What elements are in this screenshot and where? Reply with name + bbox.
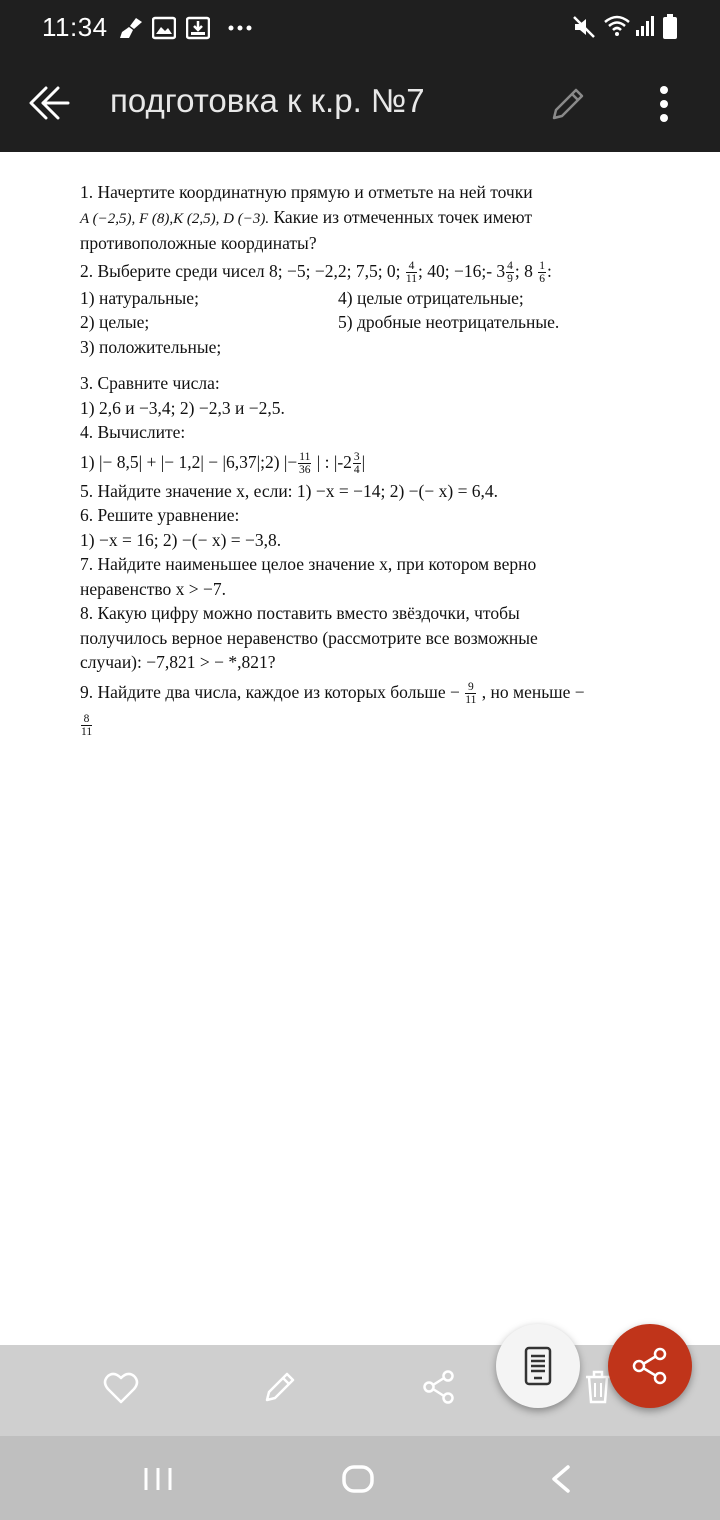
- q8-line2: получилось верное неравенство (рассмотрите все возможные: [80, 627, 538, 648]
- frac-numerator: 4: [507, 259, 513, 272]
- app-bar: [0, 56, 720, 152]
- q2-middle2: ; 8: [514, 260, 538, 281]
- page-title: подготовка к к.р. №7: [110, 82, 425, 119]
- download-image-icon: [186, 16, 210, 40]
- frac-numerator: 1: [539, 259, 546, 272]
- q7-line2: неравенство x > −7.: [80, 578, 226, 599]
- q4-frac2: [353, 451, 361, 476]
- frac-denominator: 11: [81, 725, 93, 738]
- q4-frac1: [298, 451, 311, 476]
- frac-numerator: 8: [81, 713, 92, 726]
- document-reader-icon: [524, 1346, 552, 1386]
- frac-denominator: 4: [353, 463, 360, 476]
- q2-option-2: 2) целые;: [80, 312, 150, 332]
- image-icon: [152, 16, 176, 40]
- q2-option-3: 3) положительные;: [80, 336, 222, 357]
- q9-middle: , но меньше −: [477, 681, 585, 702]
- q9-line: [80, 675, 660, 709]
- q2-prefix: 2. Выберите среди чисел 8; −5; −2,2; 7,5; 0;: [80, 260, 405, 281]
- pencil-icon[interactable]: [548, 84, 588, 124]
- q1-line1: 1. Начертите координатную прямую и отметьте на ней точки: [80, 182, 533, 202]
- q4-expr-a: 1) |− 8,5| + |− 1,2| − |6,37|;2) |−: [80, 451, 298, 472]
- q8-line3: случаи): −7,821 > − *,821?: [80, 652, 276, 672]
- q4-expression: [80, 445, 660, 479]
- share-icon[interactable]: [421, 1369, 457, 1405]
- q2-options-row2: [80, 310, 660, 335]
- q4-expr-b: | : |-2: [312, 451, 352, 472]
- q9-frac1: [465, 681, 476, 706]
- frac-numerator: 9: [465, 681, 476, 694]
- frac-numerator: 4: [406, 260, 417, 273]
- frac-numerator: 3: [353, 450, 360, 463]
- q6-line1: 6. Решите уравнение:: [80, 505, 240, 525]
- q2-frac3: [538, 260, 546, 285]
- battery-icon: [662, 14, 678, 40]
- q2-frac2: [506, 260, 514, 285]
- q1-line2: [80, 205, 660, 232]
- q3-line1: 3. Сравните числа:: [80, 373, 220, 393]
- q2-option-4: 4) целые отрицательные;: [338, 287, 524, 308]
- q1-points: A (−2,5), F (8),K (2,5), D (−3).: [80, 210, 270, 227]
- frac-denominator: 9: [507, 272, 513, 285]
- frac-denominator: 6: [539, 272, 546, 285]
- document-page: [80, 180, 660, 739]
- double-chevron-left-icon[interactable]: [28, 86, 70, 120]
- q4-line1: 4. Вычислите:: [80, 422, 186, 442]
- q2-options-row1: [80, 286, 660, 311]
- recent-apps-icon[interactable]: [143, 1466, 173, 1492]
- q2-suffix: :: [547, 260, 552, 281]
- kebab-menu-icon[interactable]: [656, 84, 672, 124]
- q3-line2: 1) 2,6 и −3,4; 2) −2,3 и −2,5.: [80, 397, 285, 418]
- q2-frac1: [406, 260, 417, 285]
- q1-line3: противоположные координаты?: [80, 233, 317, 253]
- frac-denominator: 36: [299, 463, 311, 476]
- q9-frac2: [81, 713, 92, 738]
- edit-pencil-icon[interactable]: [262, 1369, 298, 1405]
- mute-icon: [572, 15, 596, 39]
- frac-numerator: 11: [299, 450, 311, 463]
- heart-icon[interactable]: [103, 1371, 139, 1405]
- q8-line1: 8. Какую цифру можно поставить вместо звёздочки, чтобы: [80, 603, 520, 623]
- q1-line2-text: Какие из отмеченных точек имеют: [269, 206, 532, 227]
- home-icon[interactable]: [341, 1464, 375, 1494]
- q7-line1: 7. Найдите наименьшее целое значение x, при котором верно: [80, 554, 537, 574]
- back-icon[interactable]: [548, 1464, 572, 1494]
- q2-option-5: 5) дробные неотрицательные.: [338, 312, 560, 332]
- broom-icon: [118, 16, 146, 40]
- frac-denominator: 11: [465, 693, 477, 706]
- q2-option-1: 1) натуральные;: [80, 287, 199, 308]
- q9-prefix: 9. Найдите два числа, каждое из которых больше −: [80, 681, 465, 702]
- system-nav-bar: [0, 1436, 720, 1520]
- more-dots-icon: [228, 24, 252, 32]
- status-time: 11:34: [42, 12, 108, 42]
- q5-line: 5. Найдите значение x, если: 1) −x = −14; 2) −(− x) = 6,4.: [80, 480, 499, 501]
- q9-line2: [80, 709, 660, 739]
- q4-expr-c: |: [361, 451, 366, 472]
- share-fab[interactable]: [608, 1324, 692, 1408]
- status-bar: [0, 0, 720, 56]
- share-icon: [630, 1346, 670, 1386]
- signal-icon: [634, 14, 656, 38]
- reader-mode-fab[interactable]: [496, 1324, 580, 1408]
- frac-denominator: 11: [405, 272, 417, 285]
- q6-line2: 1) −x = 16; 2) −(− x) = −3,8.: [80, 529, 282, 550]
- q2-middle: ; 40; −16;- 3: [418, 260, 506, 281]
- q2-line: [80, 256, 660, 286]
- wifi-icon: [603, 14, 631, 38]
